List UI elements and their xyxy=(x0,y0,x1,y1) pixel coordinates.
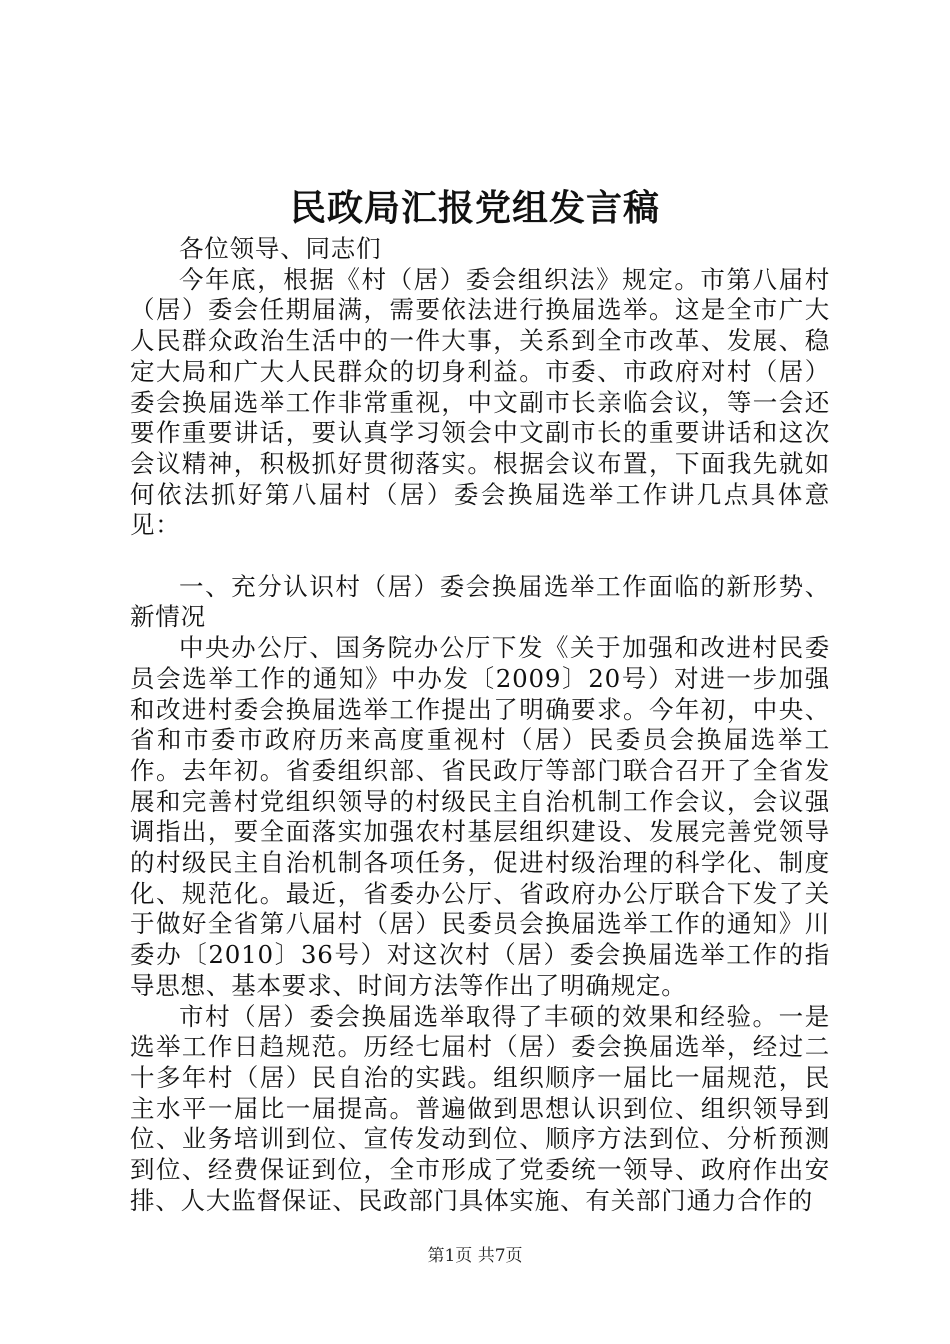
salutation-paragraph: 各位领导、同志们 xyxy=(179,234,382,263)
body-paragraph: 中央办公厅、国务院办公厅下发《关于加强和改进村民委员会选举工作的通知》中办发〔2009〕20号）对进一步加强和改进村委会换届选举工作提出了明确要求。今年初，中央、省和市委市政府历来高度重视村（居）民委员会换届选举工作。去年初。省委组织部、省民政厅等部门联合召开了全省发展和完善村党组织领导的村级民主自治机制工作会议，会议强调指出，要全面落实加强农村基层组织建设、发展完善党领导的村级民主自治机制各项任务，促进村级治理的科学化、制度化、规范化。最近，省委办公厅、省政府办公厅联合下发了关于做好全省第八届村（居）民委员会换届选举工作的通知》川委办〔2010〕36号）对这次村（居）委会换届选举工作的指导思想、基本要求、时间方法等作出了明确规定。 xyxy=(130,633,830,1000)
document-body xyxy=(130,234,830,1216)
intro-paragraph: 今年底，根据《村（居）委会组织法》规定。市第八届村（居）委会任期届满，需要依法进行换届选举。这是全市广大人民群众政治生活中的一件大事，关系到全市改革、发展、稳定大局和广大人民群众的切身利益。市委、市政府对村（居）委会换届选举工作非常重视，中文副市长亲临会议，等一会还要作重要讲话，要认真学习领会中文副市长的重要讲话和这次会议精神，积极抓好贯彻落实。根据会议布置，下面我先就如何依法抓好第八届村（居）委会换届选举工作讲几点具体意见： xyxy=(130,264,830,540)
page-number-footer: 第1页 共7页 xyxy=(427,1246,523,1266)
body-paragraph: 市村（居）委会换届选举取得了丰硕的效果和经验。一是选举工作日趋规范。历经七届村（居）委会换届选举，经过二十多年村（居）民自治的实践。组织顺序一届比一届规范，民主水平一届比一届提高。普遍做到思想认识到位、组织领导到位、业务培训到位、宣传发动到位、顺序方法到位、分析预测到位、经费保证到位，全市形成了党委统一领导、政府作出安排、人大监督保证、民政部门具体实施、有关部门通力合作的 xyxy=(130,1001,830,1215)
section-heading: 一、充分认识村（居）委会换届选举工作面临的新形势、新情况 xyxy=(130,571,830,632)
document-title: 民政局汇报党组发言稿 xyxy=(289,187,660,229)
